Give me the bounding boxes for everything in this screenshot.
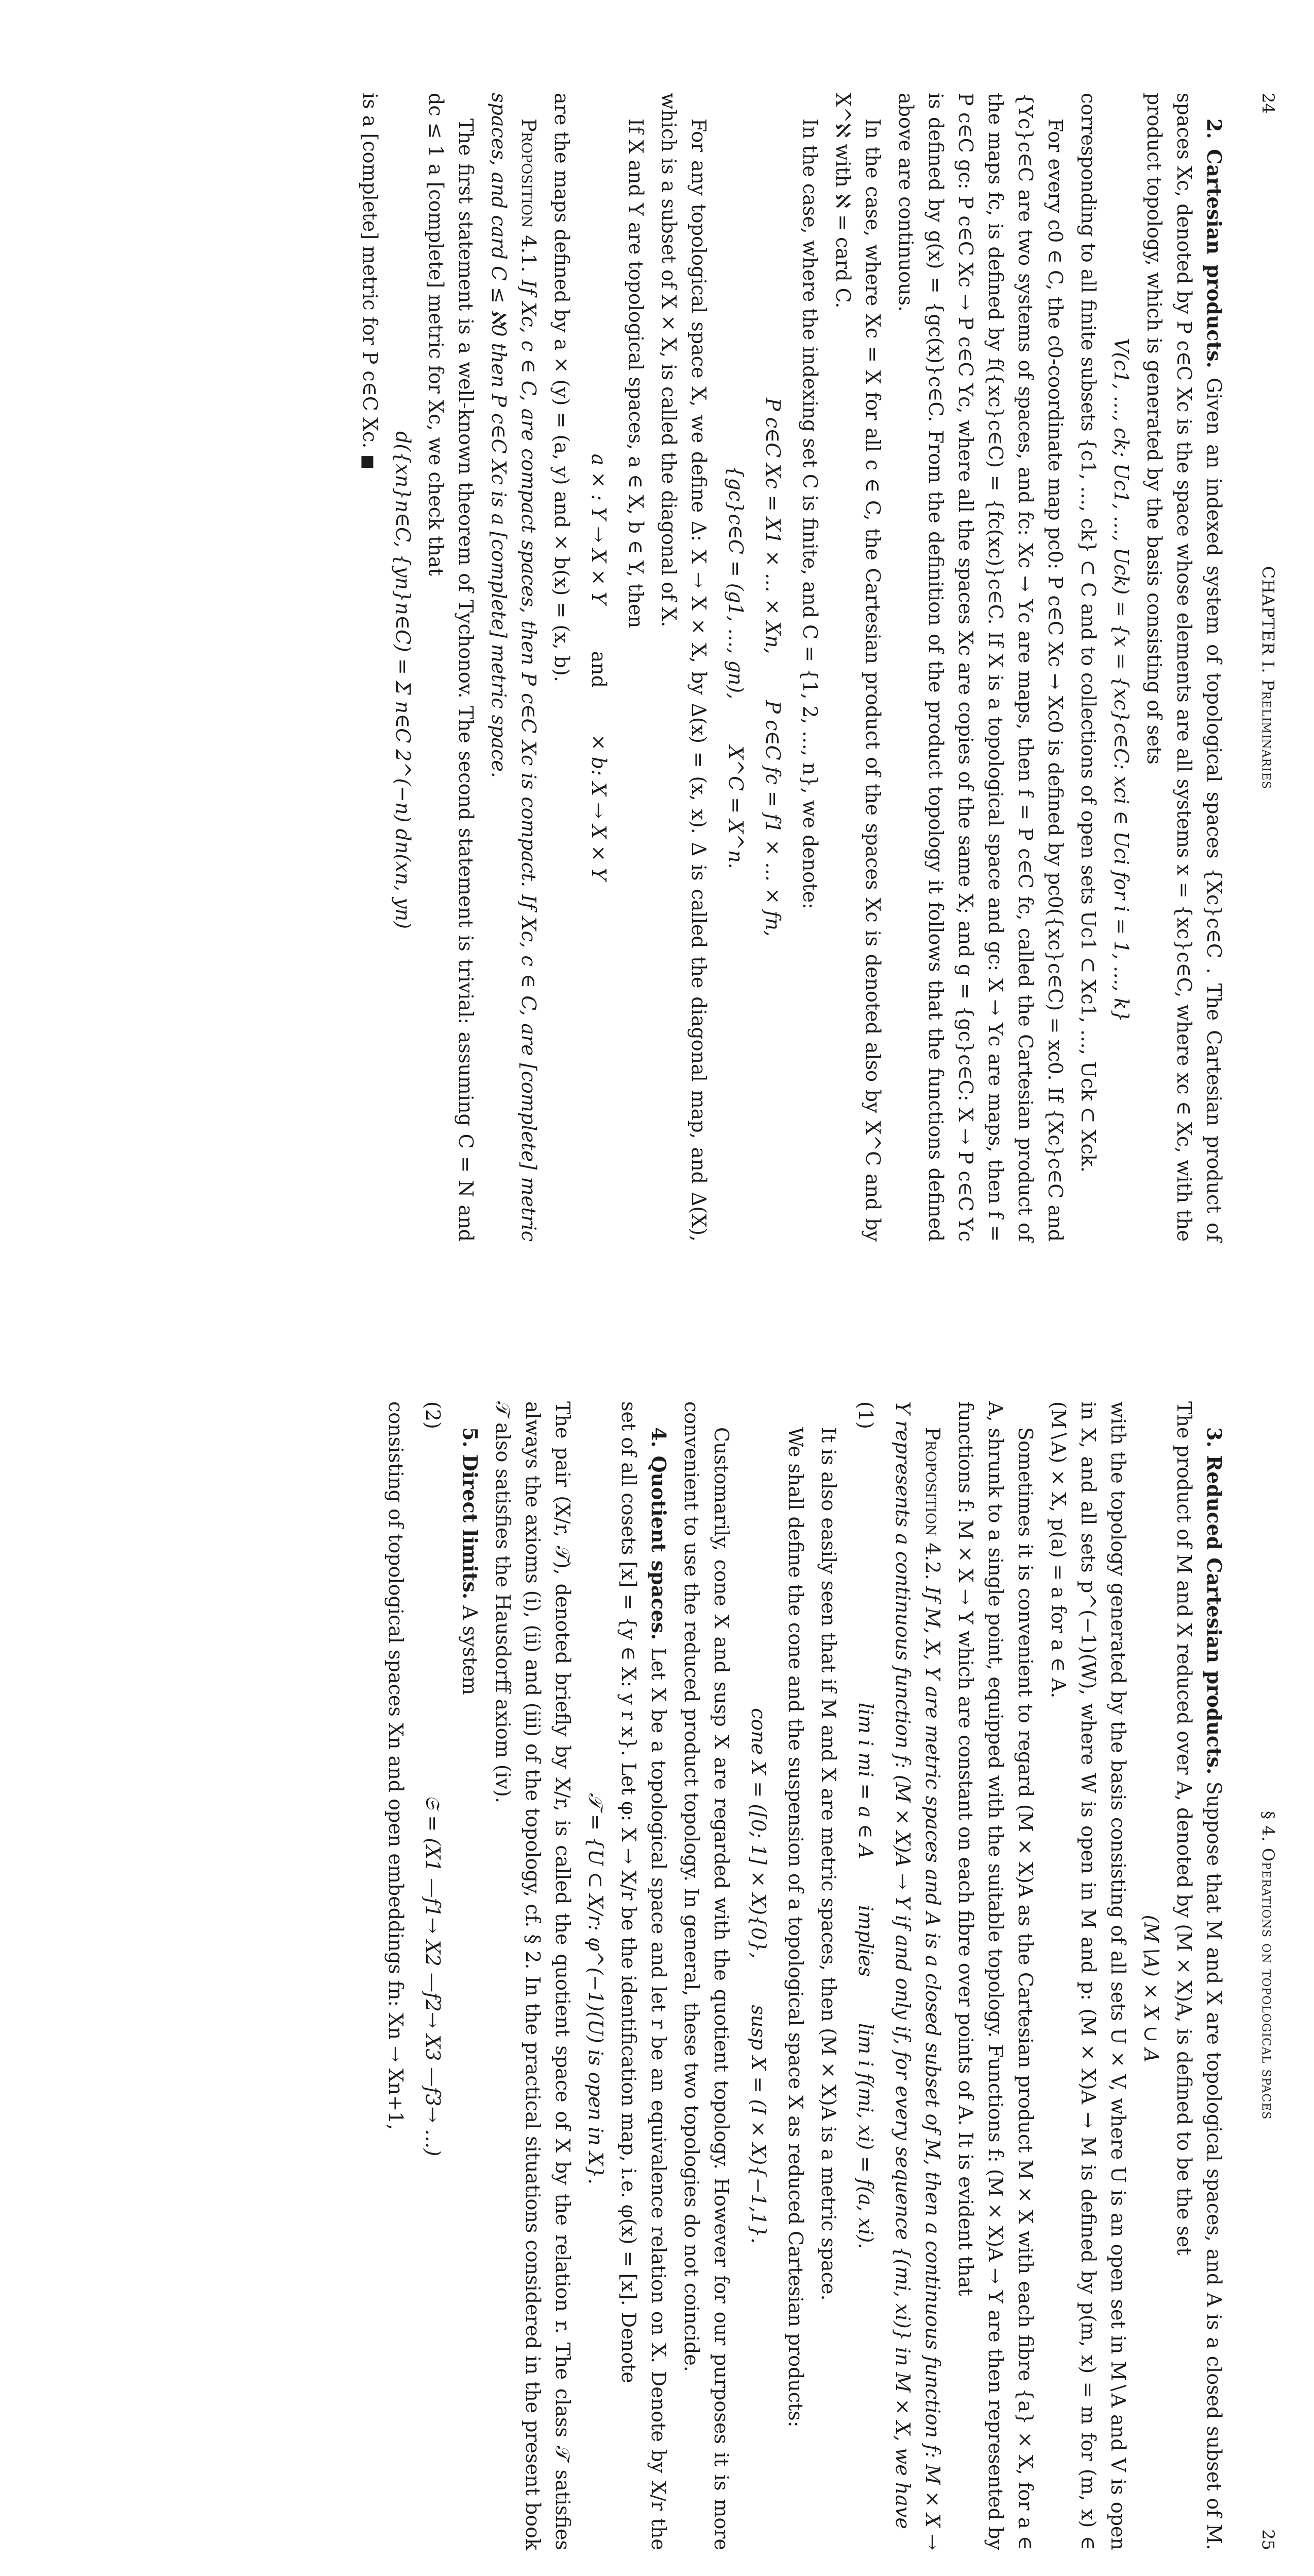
- proposition-text: If M, X, Y are metric spaces and A is a closed subset of M, then a continuous function f: M × X → Y represents a continuous function f: (M × X)A → Y if and only if, for every sequence {(mi, xi)} in M × X, we have: [891, 1401, 944, 2550]
- paragraph-text: Let X be a topological space and let r be an equivalence relation on X. Denote by X/r the set of all cosets [x] = {y ∈ X: y r x}. Let φ: X → X/r be the identification map, i.e. φ(x) = [x]. Denote: [617, 1401, 670, 2550]
- equation-part: lim i f(mi, xi) = f(a, xi).: [854, 2023, 877, 2249]
- paragraph: For every c0 ∈ C, the c0-coordinate map pc0: P c∈C Xc → Xc0 is defined by pc0({xc}c∈C) = xc0. If {Xc}c∈C and {Yc}c∈C are two systems of spaces, and fc: Xc → Yc are maps, then f = P c∈C fc, called the Cartesian product of the maps fc, is defined by f({xc}c∈C) = {fc(xc)}c∈C. If X is a topological space and gc: X → Yc are maps, then f = P c∈C gc: P c∈C Xc → P c∈C Yc, where all the spaces Xc are copies of the same X; and g = {gc}c∈C: X → P c∈C Yc is defined by g(x) = {gc(x)}c∈C. From the definition of the product topology it follows that the functions defined above are continuous.: [895, 93, 1067, 1242]
- paragraph: In the case, where the indexing set C is finite, and C = {1, 2, …, n}, we denote:: [799, 118, 821, 909]
- equation-part: P c∈C Xc = X1 × … × Xn,: [762, 398, 784, 654]
- equation-part: lim i mi = a ∈ A: [854, 1702, 877, 1859]
- paragraph: If X and Y are topological spaces, a ∈ X, b ∈ Y, then: [625, 118, 647, 629]
- equation-part: P c∈C fc = f1 × … × fn,: [762, 700, 784, 937]
- equation-reduced-set: (M∖A) × X ∪ A: [1140, 1914, 1163, 2063]
- equation-number: (2): [422, 1401, 444, 1429]
- paragraph: consisting of topological spaces Xn and open embeddings fn: Xn → Xn+1,: [384, 1401, 407, 2130]
- equation-2: [418, 1401, 448, 2550]
- paragraph: We shall define the cone and the suspension of a topological space X as reduced Cartesian products:: [784, 1427, 807, 2428]
- paragraph: [1169, 1401, 1229, 2550]
- equation-metric: d({xn}n∈C, {yn}n∈C) = Σ n∈C 2^(−n) dn(xn, yn): [392, 431, 414, 929]
- proposition-text: If Xc, c ∈ C, are compact spaces, then P c∈C Xc is compact. If Xc, c ∈ C, are [complete] metric spaces, and card C ≤ ℵ0 then P c∈C Xc is a [complete] metric space.: [487, 93, 540, 1242]
- paragraph: It is also easily seen that if M and X are metric spaces, then (M × X)A is a metric space.: [817, 1427, 840, 2301]
- equation-quotient-topology: 𝒯 = {U ⊂ X/r: φ^(−1)(U) is open in X}.: [584, 1792, 607, 2185]
- section-heading: 2. Cartesian products.: [1203, 118, 1226, 368]
- paragraph: Customarily, cone X and susp X are regarded with the quotient topology. However for our purposes it is more convenient to use the reduced product topology. In general, these two topologies do not coincide.: [680, 1401, 733, 2550]
- left-page: [0, 41, 1314, 1293]
- left-running-head: [1258, 93, 1278, 1242]
- paragraph: [455, 1401, 485, 2550]
- equation-part: 𝔖 = (X1 —f1→ X2 —f2→ X3 —f3→ …): [422, 1795, 444, 2157]
- proposition-label: Proposition 4.2.: [921, 1427, 944, 1580]
- paragraph: For any topological space X, we define Δ: X → X × X, by Δ(x) = (x, x). Δ is called the diagonal map, and Δ(X), which is a subset of X × X, is called the diagonal of X.: [658, 93, 710, 1242]
- section-heading: 3. Reduced Cartesian products.: [1203, 1427, 1226, 1775]
- paragraph: Sometimes it is convenient to regard (M × X)A as the Cartesian product M × X with each fibre {a} × X, for a ∈ A, shrunk to a single point, equipped with the suitable topology. Functions f: (M × X)A → Y are then represented by functions f: M × X → Y which are constant on each fibre over points of A. It is evident that: [954, 1401, 1037, 2550]
- paragraph: corresponding to all finite subsets {c1, …, ck} ⊂ C and to collections of open sets Uc1 ⊂ Xc1, …, Uck ⊂ Xck.: [1077, 93, 1100, 1173]
- end-of-proof-mark: ■: [359, 454, 377, 469]
- paragraph: [614, 1401, 673, 2550]
- equation-cone-susp: [744, 1401, 773, 2550]
- paragraph-text: Suppose that M and X are topological spaces, and A is a closed subset of M. The product of M and X reduced over A, denoted by (M × X)A, is defined to be the set: [1173, 1401, 1225, 2550]
- section-heading: 5. Direct limits.: [459, 1427, 482, 1600]
- equation-basis: V(c1, …, ck; Uc1, …, Uck) = {x = {xc}c∈C: xci ∈ Uci for i = 1, …, k}: [1110, 338, 1133, 1022]
- equation-part: × b: X → X × Y: [587, 734, 610, 881]
- equation-part: X^C = X^n.: [725, 745, 747, 869]
- proposition-label: Proposition 4.1.: [517, 118, 540, 273]
- proposition-4-1: [484, 93, 544, 1242]
- equation-part: {gc}c∈C = (g1, …, gn),: [725, 465, 747, 700]
- paragraph: [353, 93, 385, 1242]
- right-page-number: 25: [1258, 2529, 1278, 2550]
- paragraph-text: Given an indexed system of topological spaces {Xc}c∈C . The Cartesian product of spaces Xc, denoted by P c∈C Xc is the space whose elements are all systems x = {xc}c∈C, where xc ∈ Xc, with the product topology, which is generated by the basis consisting of sets: [1143, 93, 1225, 1242]
- left-running-title: CHAPTER I. Preliminaries: [1258, 566, 1278, 789]
- equation-point-maps: [584, 93, 614, 1242]
- section-heading: 4. Quotient spaces.: [647, 1427, 670, 1640]
- paragraph-text: is a [complete] metric for P c∈C Xc.: [359, 93, 381, 449]
- right-page-body: [378, 1401, 1229, 2550]
- equation-connector: implies: [854, 1905, 877, 1977]
- equation-number: (1): [854, 1401, 877, 1429]
- right-running-head: [1258, 1401, 1278, 2550]
- equation-part: susp X = (I × X){−1,1}.: [747, 2005, 770, 2244]
- equation-1: [851, 1401, 881, 2550]
- right-running-title: § 4. Operations on topological spaces: [1258, 1811, 1278, 2120]
- paragraph: The first statement is a well-known theorem of Tychonov. The second statement is trivial: assuming C = N and dc ≤ 1 a [complete] metric for Xc, we check that: [425, 93, 477, 1242]
- paragraph: In the case, where Xc = X for all c ∈ C, the Cartesian product of the spaces Xc is denoted also by X^C and by X^ℵ with ℵ = card C.: [832, 93, 884, 1242]
- paragraph: with the topology generated by the basis consisting of all sets U × V, where U is an open set in M∖A and V is open in X, and all sets p^(−1)(W), where W is open in M and p: (M × X)A → M is defined by p(m, x) = m for (m, x) ∈ (M∖A) × X, p(a) = a for a ∈ A.: [1047, 1401, 1130, 2550]
- right-page: [0, 1350, 1314, 2576]
- equation-finite-systems: [721, 93, 751, 1242]
- paragraph: are the maps defined by a × (y) = (a, y) and × b(x) = (x, b).: [550, 93, 573, 682]
- paragraph: The pair (X/r, 𝒯), denoted briefly by X/r, is called the quotient space of X by the relation r. The class 𝒯 satisfies always the axioms (i), (ii) and (iii) of the topology, cf. § 2. In the practical situations considered in the present book 𝒯 also satisfies the Hausdorff axiom (iv).: [492, 1401, 574, 2550]
- paragraph-text: A system: [459, 1605, 481, 1695]
- paragraph: [1139, 93, 1229, 1242]
- proposition-4-2: [888, 1401, 948, 2550]
- left-page-body: [350, 93, 1229, 1242]
- equation-finite-products: [758, 93, 788, 1242]
- left-page-number: 24: [1258, 93, 1278, 114]
- equation-part: a × : Y → X × Y: [587, 453, 610, 605]
- equation-connector: and: [587, 651, 610, 688]
- equation-part: cone X = ([0; 1] × X){0},: [747, 1708, 770, 1959]
